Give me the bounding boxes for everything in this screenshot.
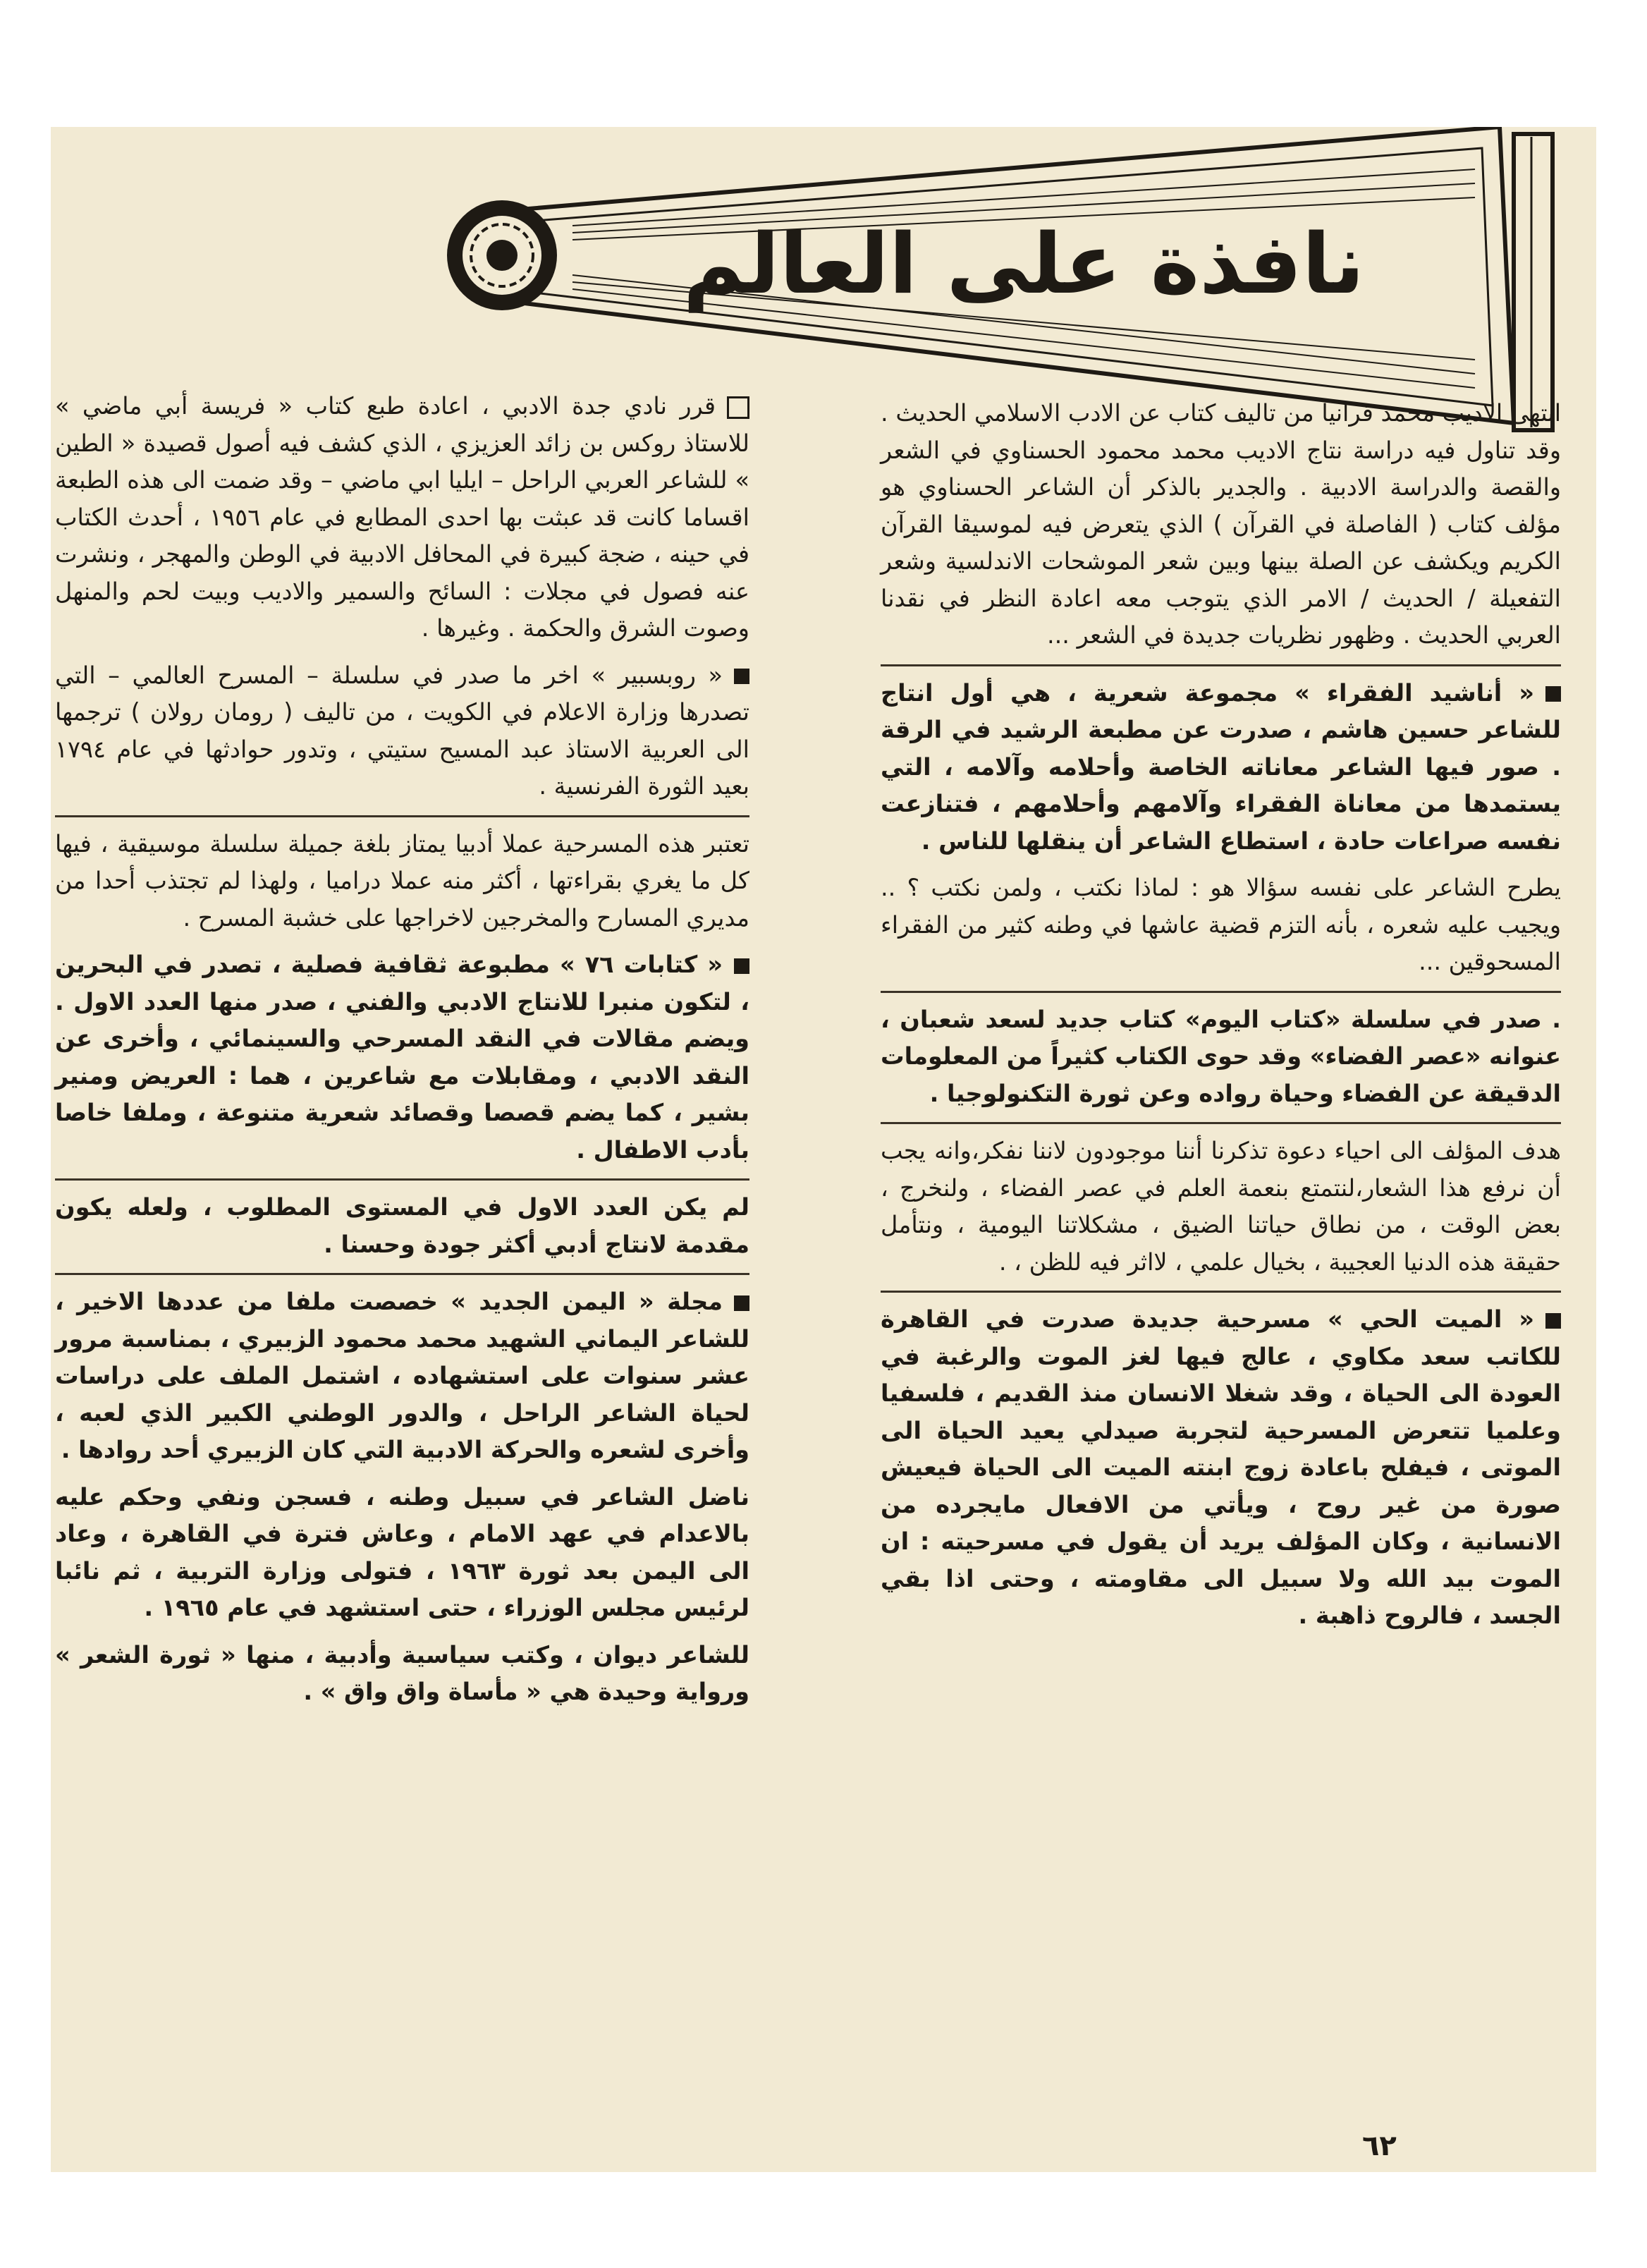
left-column bbox=[55, 388, 749, 1721]
news-item-jeddah-club: قرر نادي جدة الادبي ، اعادة طبع كتاب « فريسة أبي ماضي » للاستاذ روكس بن زائد العزيزي ، الذي كشف فيه أصول قصيدة « الطين » للشاعر العربي الراحل – ايليا ابي ماضي – وقد ضمت الى هذه الطبعة اقساما كانت قد عبثت بها احدى المطابع في عام ١٩٥٦ ، أحدث الكتاب في حينه ، ضجة كبيرة في المحافل الادبية في الوطن والمهجر ، ونشرت عنه فصول في مجلات : السائح والسمير والاديب وبيت لحم والمنهل وصوت الشرق والحكمة . وغيرها . bbox=[55, 392, 749, 642]
news-item-asr-alfadaa: . صدر في سلسلة «كتاب اليوم» كتاب جديد لسعد شعبان ، عنوانه «عصر الفضاء» وقد حوى الكتاب كثيراً من المعلومات الدقيقة عن الفضاء وحياة رواده وعن ثورة التكنولوجيا . bbox=[881, 991, 1561, 1113]
square-bullet-icon bbox=[1545, 1313, 1561, 1329]
square-bullet-icon bbox=[734, 669, 749, 684]
masthead-title: نافذة على العالم bbox=[682, 215, 1365, 312]
news-item-anashid: « أناشيد الفقراء » مجموعة شعرية ، هي أول انتاج للشاعر حسين هاشم ، صدرت عن مطبعة الرشيد في الرقة . صور فيها الشاعر معاناته الخاصة وأحلامه وآلامه ، التي يستمدها من معاناة الفقراء وآلامهم وأحلامهم ، فتنازعت نفسه صراعات حادة ، استطاع الشاعر أن ينقلها للناس . bbox=[881, 664, 1561, 860]
news-item-kitabat-76-cont: لم يكن العدد الاول في المستوى المطلوب ، ولعله يكون مقدمة لانتاج أدبي أكثر جودة وحسنا . bbox=[55, 1178, 749, 1263]
news-item-robespierre-cont: تعتبر هذه المسرحية عملا أدبيا يمتاز بلغة جميلة سلسلة موسيقية ، فيها كل ما يغري بقراءتها ، أكثر منه عملا دراميا ، ولهذا لم تجتذب أحدا من مديري المسارح والمخرجين لاخراجها على خشبة المسرح . bbox=[55, 815, 749, 937]
news-item-zubairi-works: للشاعر ديوان ، وكتب سياسية وأدبية ، منها « ثورة الشعر » ورواية وحيدة هي « مأساة واق واق » . bbox=[55, 1640, 749, 1705]
news-item-qaraniya: انتهى الاديب محمد قرانيا من تاليف كتاب عن الادب الاسلامي الحديث . وقد تناول فيه دراسة نتاج الاديب محمد محمود الحسناوي في الشعر والقصة والدراسة الادبية . والجدير بالذكر أن الشاعر الحسناوي هو مؤلف كتاب ( الفاصلة في القرآن ) الذي يتعرض فيه لموسيقا القرآن الكريم ويكشف عن الصلة بينها وبين شعر الموشحات الاندلسية وشعر التفعيلة / الحديث / الامر الذي يتوجب معه اعادة النظر في نقدنا العربي الحديث . وظهور نظريات جديدة في الشعر ... bbox=[881, 399, 1561, 649]
page-number: ٦٢ bbox=[1362, 2130, 1397, 2162]
square-bullet-icon bbox=[1545, 686, 1561, 702]
news-item-anashid-cont: يطرح الشاعر على نفسه سؤالا هو : لماذا نكتب ، ولمن نكتب ؟ .. ويجيب عليه شعره ، بأنه التزم قضية عاشها في وطنه كثير من الفقراء المسحوقين ... bbox=[881, 874, 1561, 975]
news-item-robespierre: « روبسبير » اخر ما صدر في سلسلة – المسرح العالمي – التي تصدرها وزارة الاعلام في الكويت ، من تاليف ( رومان رولان ) ترجمها الى العربية الاستاذ عبد المسيح ستيتي ، وتدور حوادثها في عام ١٧٩٤ بعيد الثورة الفرنسية . bbox=[55, 661, 749, 800]
square-bullet-icon bbox=[734, 958, 749, 974]
hollow-square-bullet-icon bbox=[727, 396, 749, 419]
right-column bbox=[881, 395, 1561, 1645]
news-item-zubairi-bio: ناضل الشاعر في سبيل وطنه ، فسجن ونفي وحكم عليه بالاعدام في عهد الامام ، وعاش فترة في القاهرة ، وعاد الى اليمن بعد ثورة ١٩٦٣ ، فتولى وزارة التربية ، ثم نائبا لرئيس مجلس الوزراء ، حتى استشهد في عام ١٩٦٥ . bbox=[55, 1482, 749, 1621]
news-item-yemen-magazine: مجلة « اليمن الجديد » خصصت ملفا من عددها الاخير ، للشاعر اليماني الشهيد محمد محمود الزبيري ، بمناسبة مرور عشر سنوات على استشهاده ، اشتمل الملف على دراسات لحياة الشاعر الراحل ، والدور الوطني الكبير الذي لعبه ، وأخرى لشعره والحركة الادبية التي كان الزبيري أحد روادها . bbox=[55, 1273, 749, 1469]
news-item-almayyit-alhayy: « الميت الحي » مسرحية جديدة صدرت في القاهرة للكاتب سعد مكاوي ، عالج فيها لغز الموت والرغبة في العودة الى الحياة ، وقد شغلا الانسان منذ القديم ، فلسفيا وعلميا تتعرض المسرحية لتجربة صيدلي يعيد الحياة الى الموتى ، فيفلح باعادة زوج ابنته الميت الى الحياة فيعيش صورة من غير روح ، ويأتي من الافعال مايجرده من الانسانية ، وكان المؤلف يريد أن يقول في مسرحيته : ان الموت بيد الله ولا سبيل الى مقاومته ، وحتى اذا بقي الجسد ، فالروح ذاهبة . bbox=[881, 1291, 1561, 1635]
news-item-kitabat-76: « كتابات ٧٦ » مطبوعة ثقافية فصلية ، تصدر في البحرين ، لتكون منبرا للانتاج الادبي والفني ، صدر منها العدد الاول . ويضم مقالات في النقد المسرحي والسينمائي ، وأخرى عن النقد الادبي ، ومقابلات مع شاعرين ، هما : العريض ومنير بشير ، كما يضم قصصا وقصائد شعرية متنوعة ، وملفا خاصا بأدب الاطفال . bbox=[55, 951, 749, 1164]
square-bullet-icon bbox=[734, 1295, 749, 1311]
news-item-asr-alfadaa-cont: هدف المؤلف الى احياء دعوة تذكرنا أننا موجودون لاننا نفكر،وانه يجب أن نرفع هذا الشعار،لنتمتع بنعمة العلم في عصر الفضاء ، ولنخرج ، بعض الوقت ، من نطاق حياتنا الضيق ، مشكلاتنا اليومية ، ونتأمل حقيقة هذه الدنيا العجيبة ، بخيال علمي ، لااثر فيه للظن ، . bbox=[881, 1122, 1561, 1281]
magazine-page bbox=[51, 127, 1596, 2172]
